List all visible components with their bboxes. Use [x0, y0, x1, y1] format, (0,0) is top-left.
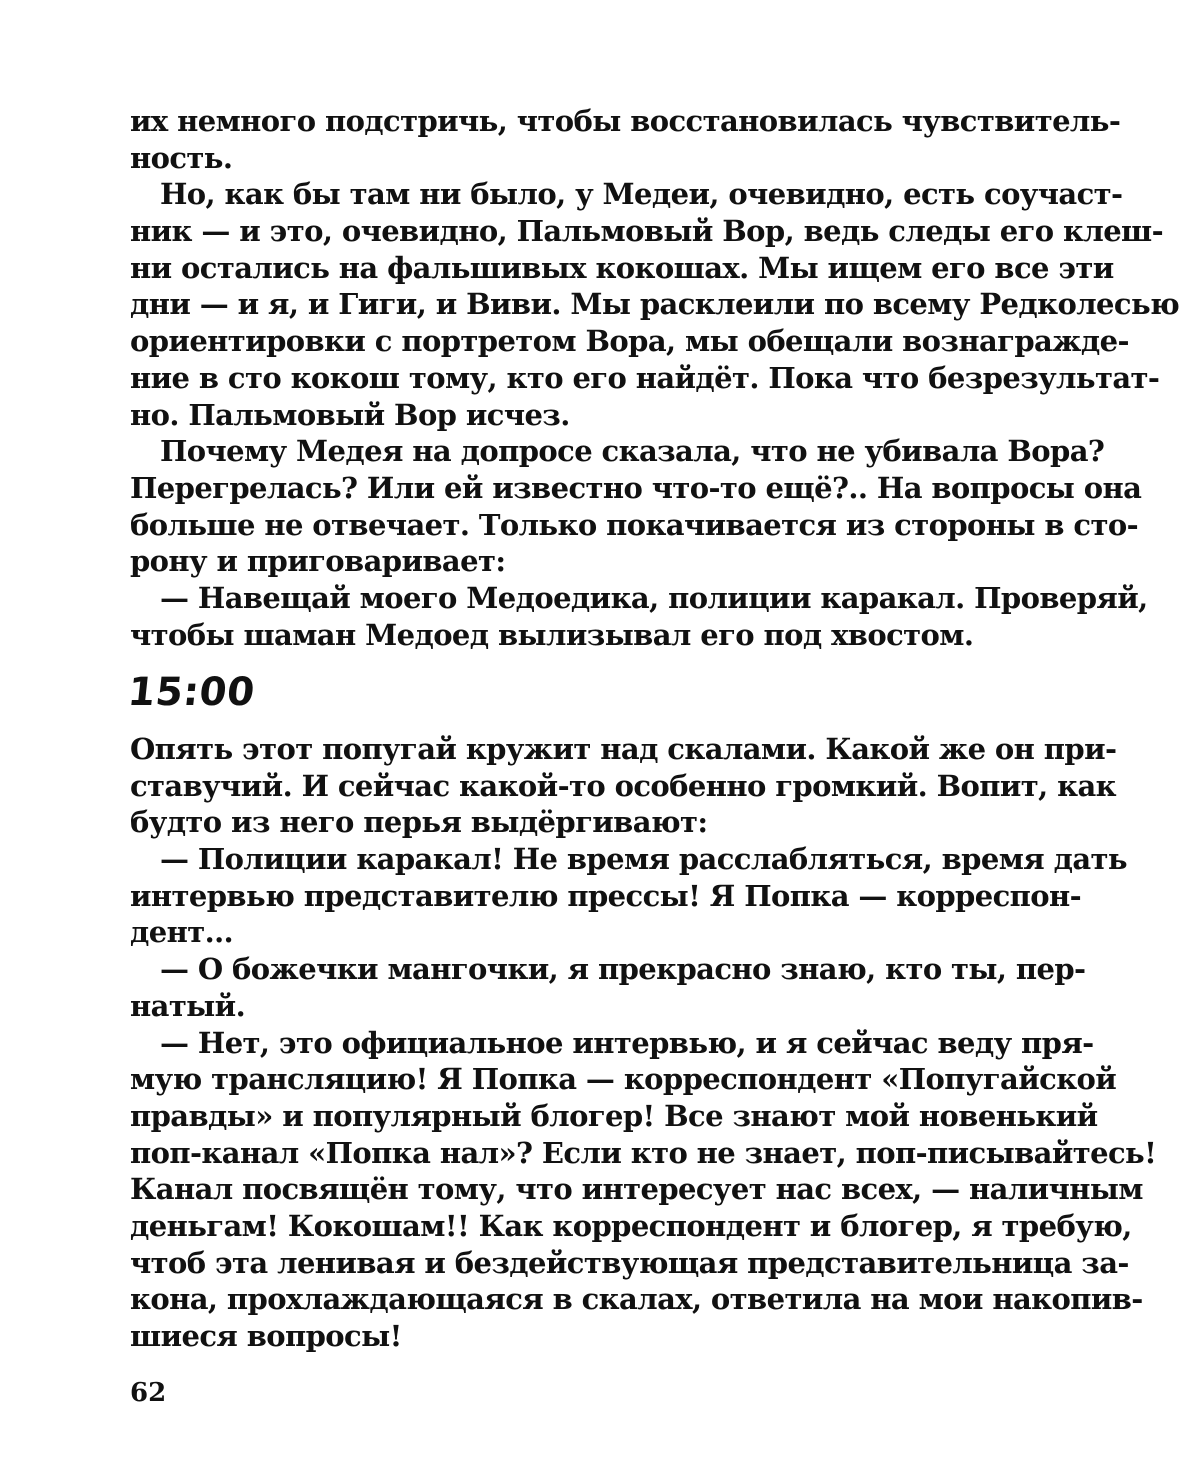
text-line: больше не отвечает. Только покачивается из стороны в сто-: [130, 507, 1139, 542]
text-line: Но, как бы там ни было, у Медеи, очевидно, есть соучаст-: [160, 177, 1123, 212]
text-line: Перегрелась? Или ей известно что-то ещё?.. На вопросы она: [130, 470, 1142, 505]
text-line: ник — и это, очевидно, Пальмовый Вор, ведь следы его клеш-: [130, 214, 1164, 249]
text-line: ставучий. И сейчас какой-то особенно громкий. Вопит, как: [130, 768, 1117, 803]
text-line: ни остались на фальшивых кокошах. Мы ищем его все эти: [130, 250, 1114, 285]
text-line: интервью представителю прессы! Я Попка — корреспон-: [130, 878, 1082, 913]
text-line: деньгам! Кокошам!! Как корреспондент и блогер, я требую,: [130, 1208, 1132, 1243]
text-line: будто из него перья выдёргивают:: [130, 805, 708, 840]
text-line: дни — и я, и Гиги, и Виви. Мы расклеили по всему Редколесью: [130, 287, 1179, 322]
text-block-bottom: [130, 731, 1157, 1355]
text-line: — Нет, это официальное интервью, и я сейчас веду пря-: [160, 1025, 1094, 1060]
text-line: кона, прохлаждающаяся в скалах, ответила на мои накопив-: [130, 1282, 1143, 1317]
text-line: — Полиции каракал! Не время расслабляться, время дать: [160, 842, 1127, 877]
text-line: чтобы шаман Медоед вылизывал его под хвостом.: [130, 617, 974, 652]
text-block-top: [130, 103, 1179, 653]
text-line: — Навещай моего Медоедика, полиции каракал. Проверяй,: [160, 580, 1148, 615]
text-line: мую трансляцию! Я Попка — корреспондент «Попугайской: [130, 1062, 1117, 1097]
text-line: Опять этот попугай кружит над скалами. Какой же он при-: [130, 732, 1117, 766]
page-number: 62: [130, 1378, 167, 1408]
text-line: дент…: [130, 915, 233, 950]
text-line: чтоб эта ленивая и бездействующая представительница за-: [130, 1245, 1129, 1280]
text-line: ние в сто кокош тому, кто его найдёт. Пока что безрезультат-: [130, 360, 1160, 395]
text-line: ность.: [130, 140, 233, 175]
text-line: шиеся вопросы!: [130, 1319, 402, 1353]
section-heading-time: 15:00: [125, 670, 258, 715]
text-line: правды» и популярный блогер! Все знают мой новенький: [130, 1098, 1098, 1133]
text-line: Почему Медея на допросе сказала, что не убивала Вора?: [160, 434, 1105, 469]
text-line: — О божечки мангочки, я прекрасно знаю, кто ты, пер-: [160, 952, 1086, 987]
text-line: рону и приговаривает:: [130, 544, 506, 579]
text-line: их немного подстричь, чтобы восстановилась чувствитель-: [130, 104, 1121, 138]
text-line: Канал посвящён тому, что интересует нас всех, — наличным: [130, 1172, 1143, 1207]
text-line: но. Пальмовый Вор исчез.: [130, 397, 570, 432]
text-line: натый.: [130, 988, 246, 1023]
text-line: поп-канал «Попка нал»? Если кто не знает, поп-писывайтесь!: [130, 1135, 1157, 1170]
text-line: ориентировки с портретом Вора, мы обещали вознагражде-: [130, 324, 1129, 359]
